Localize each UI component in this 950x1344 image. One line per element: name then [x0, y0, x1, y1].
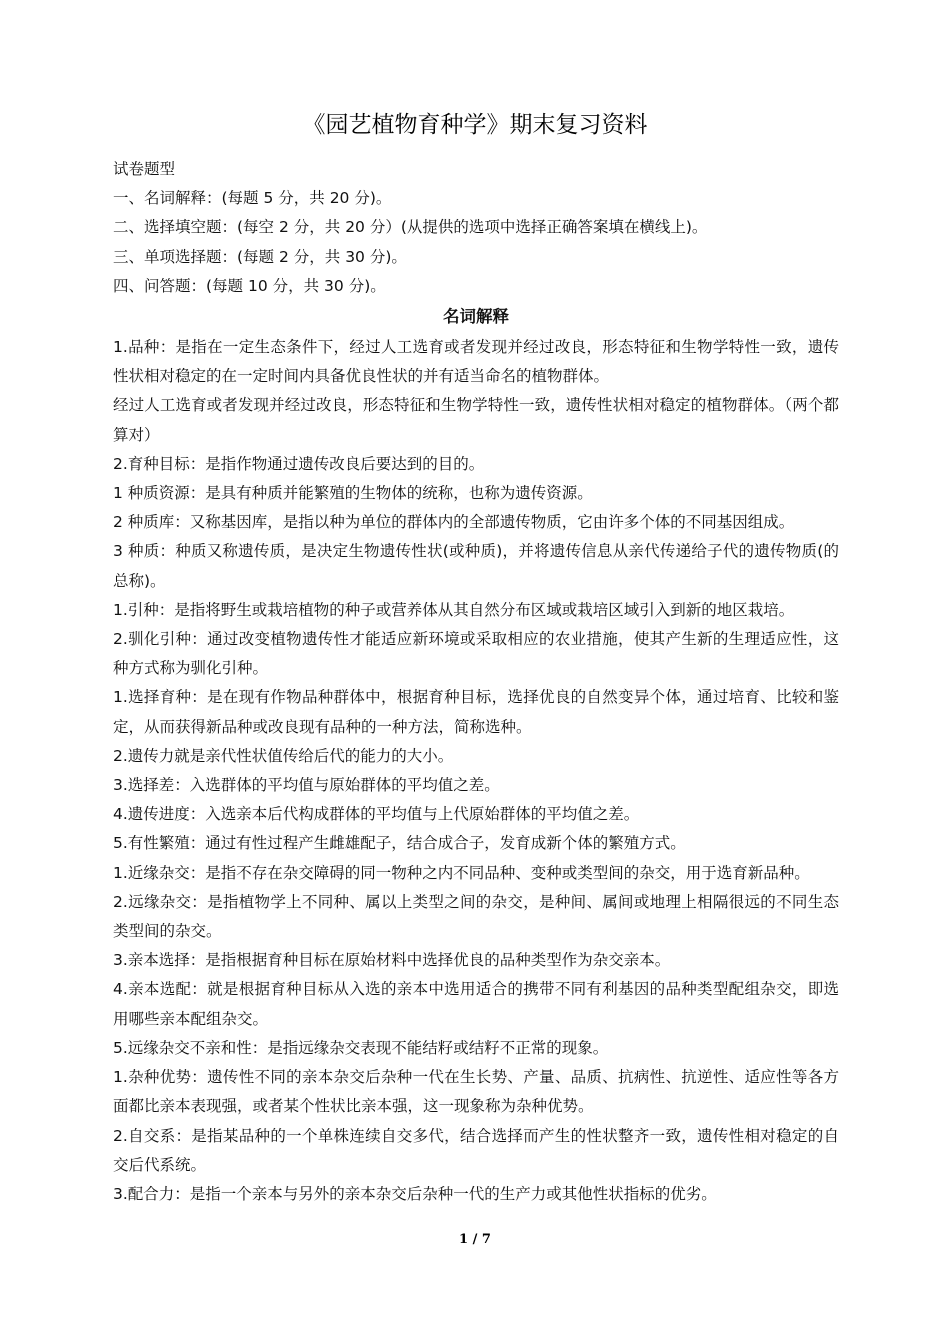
- definition-paragraph: 2.自交系：是指某品种的一个单株连续自交多代，结合选择而产生的性状整齐一致，遗传性相对稳定的自交后代系统。: [113, 1126, 839, 1174]
- definition-paragraph: 2.驯化引种：通过改变植物遗传性才能适应新环境或采取相应的农业措施，使其产生新的生理适应性，这种方式称为驯化引种。: [113, 630, 839, 678]
- exam-type-item: 四、问答题：(每题 10 分，共 30 分)。: [113, 276, 386, 295]
- definition-paragraph: 2 种质库：又称基因库，是指以种为单位的群体内的全部遗传物质，它由许多个体的不同基因组成。: [113, 513, 795, 532]
- definition-paragraph: 1.引种：是指将野生或栽培植物的种子或营养体从其自然分布区域或栽培区域引入到新的地区栽培。: [113, 600, 795, 619]
- document-body: [113, 155, 839, 1209]
- definition-paragraph: 2.遗传力就是亲代性状值传给后代的能力的大小。: [113, 746, 454, 765]
- definition-paragraph: 4.亲本选配：就是根据育种目标从入选的亲本中选用适合的携带不同有利基因的品种类型配组杂交，即选用哪些亲本配组杂交。: [113, 980, 839, 1028]
- definition-paragraph: 1 种质资源：是具有种质并能繁殖的生物体的统称，也称为遗传资源。: [113, 484, 593, 503]
- section-heading: 名词解释: [443, 307, 509, 327]
- definition-paragraph: 1.品种：是指在一定生态条件下，经过人工选育或者发现并经过改良，形态特征和生物学特性一致，遗传性状相对稳定的在一定时间内具备优良性状的并有适当命名的植物群体。: [113, 338, 839, 386]
- exam-type-item: 二、选择填空题：(每空 2 分，共 20 分）(从提供的选项中选择正确答案填在横线上)。: [113, 218, 708, 237]
- definition-paragraph: 经过人工选育或者发现并经过改良，形态特征和生物学特性一致，遗传性状相对稳定的植物群体。（两个都算对）: [113, 396, 839, 444]
- page-number: 1 / 7: [459, 1232, 491, 1247]
- exam-type-item: 三、单项选择题：(每题 2 分，共 30 分)。: [113, 247, 407, 266]
- exam-type-item: 一、名词解释：(每题 5 分，共 20 分)。: [113, 189, 392, 208]
- definition-paragraph: 3.配合力：是指一个亲本与另外的亲本杂交后杂种一代的生产力或其他性状指标的优劣。: [113, 1184, 717, 1203]
- definition-paragraph: 3 种质：种质又称遗传质，是决定生物遗传性状(或种质)，并将遗传信息从亲代传递给子代的遗传物质(的总称)。: [113, 542, 839, 590]
- definition-paragraph: 5.有性繁殖：通过有性过程产生雌雄配子，结合成合子，发育成新个体的繁殖方式。: [113, 834, 686, 853]
- definition-paragraph: 1.近缘杂交：是指不存在杂交障碍的同一物种之内不同品种、变种或类型间的杂交，用于选育新品种。: [113, 863, 810, 882]
- definition-paragraph: 2.育种目标：是指作物通过遗传改良后要达到的目的。: [113, 454, 485, 473]
- exam-types-heading: 试卷题型: [113, 160, 176, 178]
- definition-paragraph: 2.远缘杂交：是指植物学上不同种、属以上类型之间的杂交，是种间、属间或地理上相隔很远的不同生态类型间的杂交。: [113, 892, 839, 941]
- definition-paragraph: 3.亲本选择：是指根据育种目标在原始材料中选择优良的品种类型作为杂交亲本。: [113, 951, 671, 970]
- definition-paragraph: 1.选择育种：是在现有作物品种群体中，根据育种目标，选择优良的自然变异个体，通过培育、比较和鉴定，从而获得新品种或改良现有品种的一种方法，简称选种。: [113, 688, 839, 736]
- definition-paragraph: 3.选择差：入选群体的平均值与原始群体的平均值之差。: [113, 776, 500, 795]
- document-title: 《园艺植物育种学》期末复习资料: [302, 112, 648, 138]
- definition-paragraph: 1.杂种优势：遗传性不同的亲本杂交后杂种一代在生长势、产量、品质、抗病性、抗逆性、适应性等各方面都比亲本表现强，或者某个性状比亲本强，这一现象称为杂种优势。: [113, 1068, 839, 1116]
- definition-paragraph: 4.遗传进度：入选亲本后代构成群体的平均值与上代原始群体的平均值之差。: [113, 805, 640, 824]
- definition-paragraph: 5.远缘杂交不亲和性：是指远缘杂交表现不能结籽或结籽不正常的现象。: [113, 1038, 609, 1057]
